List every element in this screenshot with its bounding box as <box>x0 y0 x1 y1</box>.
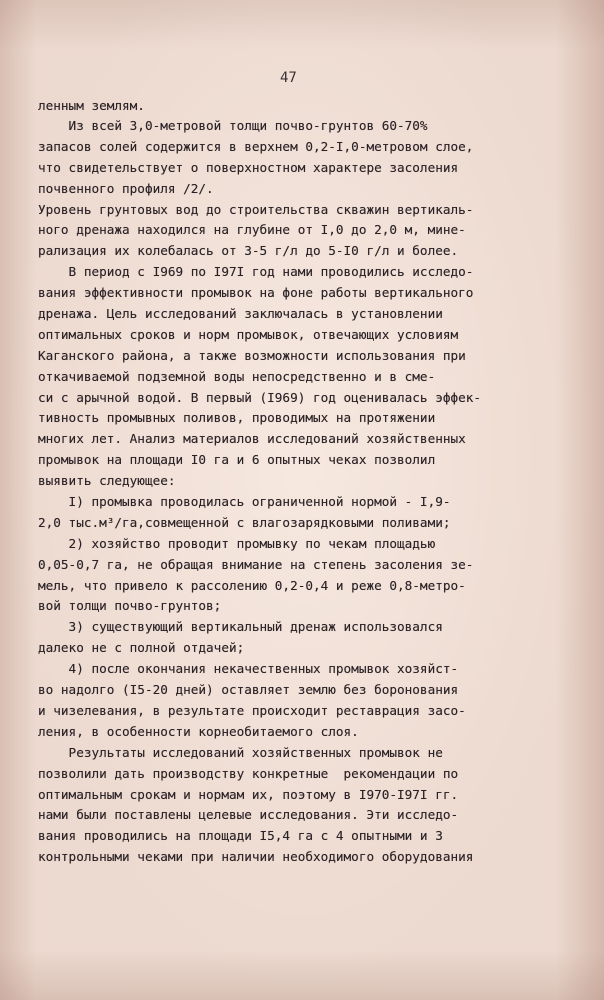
text-line: и чизелевания, в результате происходит реставрация засо- <box>38 702 466 718</box>
text-line: ления, в особенности корнеобитаемого слоя. <box>38 723 359 739</box>
text-line: I) промывка проводилась ограниченной нормой - I,9- <box>38 494 451 510</box>
text-line: во надолго (I5-20 дней) оставляет землю без боронования <box>38 682 459 698</box>
text-line: си с арычной водой. В первый (I969) год оценивалась эффек- <box>38 389 482 405</box>
text-line: многих лет. Анализ материалов исследований хозяйственных <box>38 431 466 447</box>
text-line: Каганского района, а также возможности использования при <box>38 347 466 363</box>
text-line: мель, что привело к рассолению 0,2-0,4 и реже 0,8-метро- <box>38 577 466 593</box>
text-line: далеко не с полной отдачей; <box>38 640 245 656</box>
text-line: 2,0 тыс.м³/га,совмещенной с влагозарядковыми поливами; <box>38 514 451 530</box>
text-line: что свидетельствует о поверхностном характере засоления <box>38 159 459 175</box>
text-line: запасов солей содержится в верхнем 0,2-I,0-метровом слое, <box>38 138 474 154</box>
page-number: 47 <box>280 70 297 86</box>
text-line: вания эффективности промывок на фоне работы вертикального <box>38 285 474 301</box>
text-line: ленным землям. <box>38 98 145 113</box>
text-line: контрольными чеками при наличии необходимого оборудования <box>38 849 474 865</box>
text-line: дренажа. Цель исследований заключалась в установлении <box>38 306 443 322</box>
text-line: вания проводились на площади I5,4 га с 4 опытными и 3 <box>38 828 443 844</box>
text-line: рализация их колебалась от 3-5 г/л до 5-I0 г/л и более. <box>38 243 459 259</box>
text-line: выявить следующее: <box>38 473 176 489</box>
text-line: позволили дать производству конкретные рекомендации по <box>38 765 459 781</box>
text-line: Результаты исследований хозяйственных промывок не <box>38 744 443 760</box>
text-line: вой толщи почво-грунтов; <box>38 598 222 614</box>
text-line: почвенного профиля /2/. <box>38 180 214 196</box>
text-line: 4) после окончания некачественных промывок хозяйст- <box>38 661 459 677</box>
text-line: тивность промывных поливов, проводимых на протяжении <box>38 410 436 426</box>
text-line: оптимальным срокам и нормам их, поэтому в I970-I97I гг. <box>38 786 459 802</box>
text-line: ного дренажа находился на глубине от I,0 до 2,0 м, мине- <box>38 222 466 238</box>
text-line: 3) существующий вертикальный дренаж использовался <box>38 619 443 635</box>
text-line: оптимальных сроков и норм промывок, отвечающих условиям <box>38 326 459 342</box>
text-line: 0,05-0,7 га, не обращая внимание на степень засоления зе- <box>38 556 474 572</box>
text-line: откачиваемой подземной воды непосредственно и в сме- <box>38 368 436 384</box>
text-line: нами были поставлены целевые исследования. Эти исследо- <box>38 807 459 823</box>
text-line: В период с I969 по I97I год нами проводились исследо- <box>38 264 474 280</box>
text-line: Из всей 3,0-метровой толщи почво-грунтов 60-70% <box>38 118 428 133</box>
body-text <box>38 96 568 868</box>
text-line: промывок на площади I0 га и 6 опытных чеках позволил <box>38 452 436 468</box>
text-line: 2) хозяйство проводит промывку по чекам площадью <box>38 535 436 551</box>
text-line: Уровень грунтовых вод до строительства скважин вертикаль- <box>38 201 474 217</box>
